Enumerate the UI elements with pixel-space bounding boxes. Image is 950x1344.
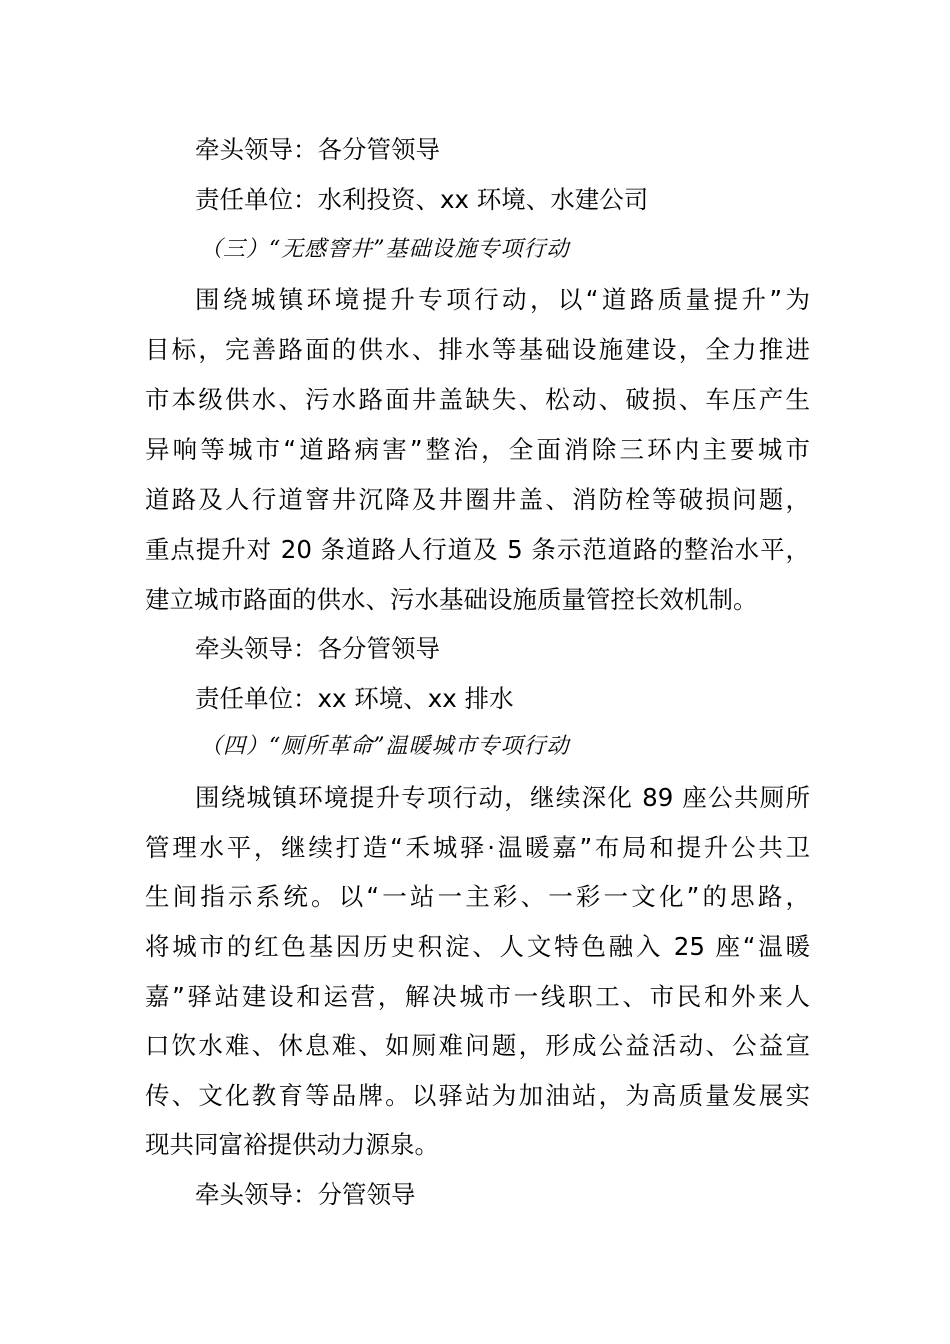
responsible-unit-line: 责任单位：水利投资、xx 环境、水建公司 xyxy=(195,185,649,214)
paragraph-line: 重点提升对 20 条道路人行道及 5 条示范道路的整治水平， xyxy=(145,535,810,564)
paragraph-line: 市本级供水、污水路面井盖缺失、松动、破损、车压产生 xyxy=(145,385,810,414)
paragraph-line: 异响等城市“道路病害”整治，全面消除三环内主要城市 xyxy=(145,435,810,464)
lead-leader-line: 牵头领导：各分管领导 xyxy=(195,135,440,164)
paragraph-line: 传、文化教育等品牌。以驿站为加油站，为高质量发展实 xyxy=(145,1081,810,1110)
lead-leader-line: 牵头领导：分管领导 xyxy=(195,1180,416,1209)
paragraph-line: 管理水平，继续打造“禾城驿·温暖嘉”布局和提升公共卫 xyxy=(145,833,810,862)
paragraph-line: 生间指示系统。以“一站一主彩、一彩一文化”的思路， xyxy=(145,882,810,911)
paragraph-line: 将城市的红色基因历史积淀、人文特色融入 25 座“温暖 xyxy=(145,932,810,961)
paragraph-line: 现共同富裕提供动力源泉。 xyxy=(145,1130,439,1159)
paragraph-line: 道路及人行道窨井沉降及井圈井盖、消防栓等破损问题， xyxy=(145,485,810,514)
paragraph-line: 口饮水难、休息难、如厕难问题，形成公益活动、公益宣 xyxy=(145,1031,810,1060)
paragraph-line: 建立城市路面的供水、污水基础设施质量管控长效机制。 xyxy=(145,585,758,614)
section-heading-3: （三）“无感窨井”基础设施专项行动 xyxy=(200,237,570,262)
paragraph-line: 嘉”驿站建设和运营，解决城市一线职工、市民和外来人 xyxy=(145,982,810,1011)
responsible-unit-line: 责任单位：xx 环境、xx 排水 xyxy=(195,684,514,713)
paragraph-line: 围绕城镇环境提升专项行动，继续深化 89 座公共厕所 xyxy=(195,783,810,812)
paragraph-line: 目标，完善路面的供水、排水等基础设施建设，全力推进 xyxy=(145,335,810,364)
paragraph-line: 围绕城镇环境提升专项行动，以“道路质量提升”为 xyxy=(195,285,810,314)
section-heading-4: （四）“厕所革命”温暖城市专项行动 xyxy=(200,734,570,759)
lead-leader-line: 牵头领导：各分管领导 xyxy=(195,634,440,663)
